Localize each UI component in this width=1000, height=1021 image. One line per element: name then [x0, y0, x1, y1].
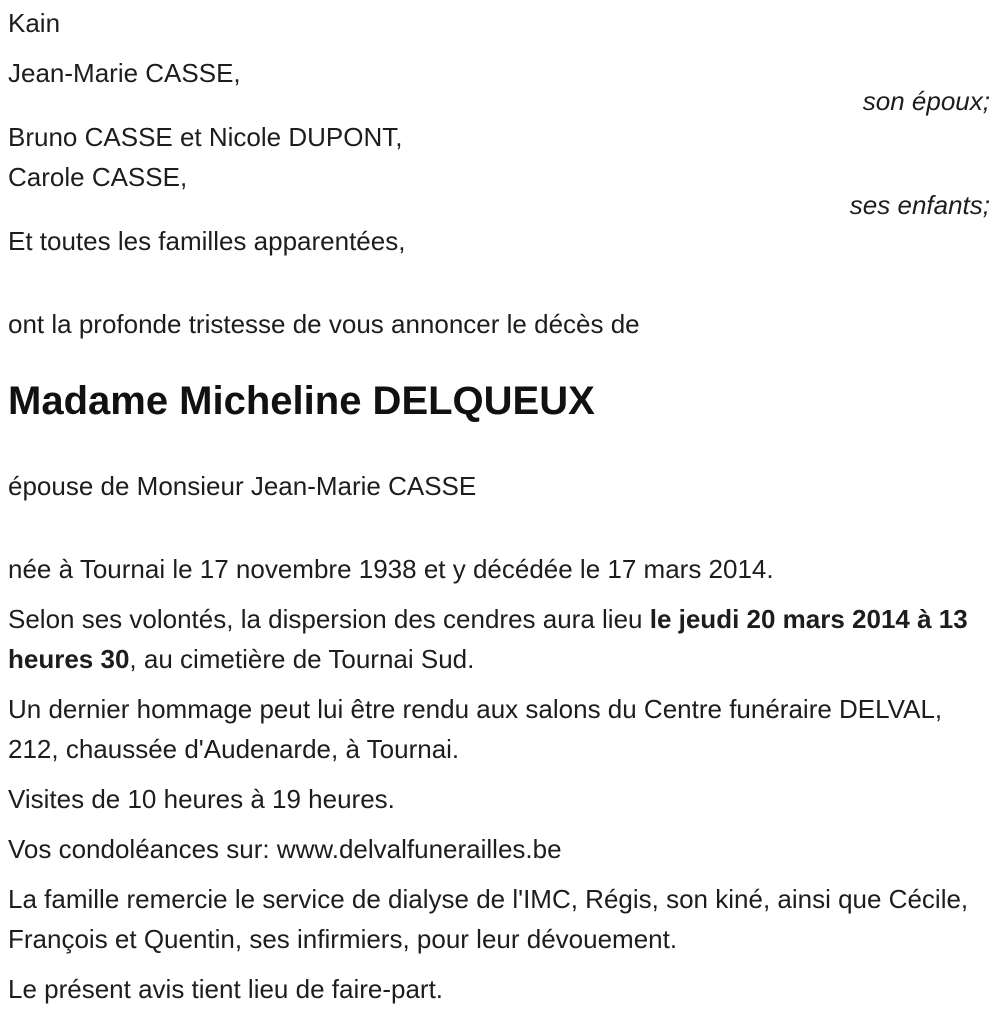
birth-death-line: née à Tournai le 17 novembre 1938 et y décédée le 17 mars 2014.: [8, 554, 774, 584]
spouse-name-line: Jean-Marie CASSE,: [8, 58, 241, 88]
thanks-line: La famille remercie le service de dialyse de l'IMC, Régis, son kiné, ainsi que Cécile, François et Quentin, ses infirmiers, pour leur dévouement.: [8, 884, 969, 954]
children-names-line1: Bruno CASSE et Nicole DUPONT,: [8, 122, 403, 152]
condolences-label: Vos condoléances sur:: [8, 834, 277, 864]
families-line: Et toutes les familles apparentées,: [8, 226, 406, 256]
homage-line: Un dernier hommage peut lui être rendu aux salons du Centre funéraire DELVAL, 212, chaussée d'Audenarde, à Tournai.: [8, 694, 943, 764]
ceremony-date-time: le jeudi 20 mars 2014 à 13 heures 30: [8, 604, 968, 674]
condolences-url[interactable]: www.delvalfunerailles.be: [276, 834, 562, 864]
ceremony-text-pre: Selon ses volontés, la dispersion des cendres aura lieu: [8, 604, 650, 634]
ceremony-text-post: , au cimetière de Tournai Sud.: [129, 644, 475, 674]
children-names-line2: Carole CASSE,: [8, 162, 188, 192]
relation-to-spouse-line: épouse de Monsieur Jean-Marie CASSE: [8, 471, 477, 501]
announcement-line: ont la profonde tristesse de vous annoncer le décès de: [8, 309, 640, 339]
deceased-name-heading: Madame Micheline DELQUEUX: [8, 379, 595, 423]
city-line: Kain: [8, 8, 61, 38]
children-relation-label: ses enfants;: [849, 190, 990, 220]
condolences-line: [8, 829, 990, 869]
ceremony-line: [8, 599, 990, 679]
spouse-relation-label: son époux;: [862, 86, 990, 116]
visits-line: Visites de 10 heures à 19 heures.: [8, 784, 395, 814]
legal-line: Le présent avis tient lieu de faire-part.: [8, 974, 444, 1004]
